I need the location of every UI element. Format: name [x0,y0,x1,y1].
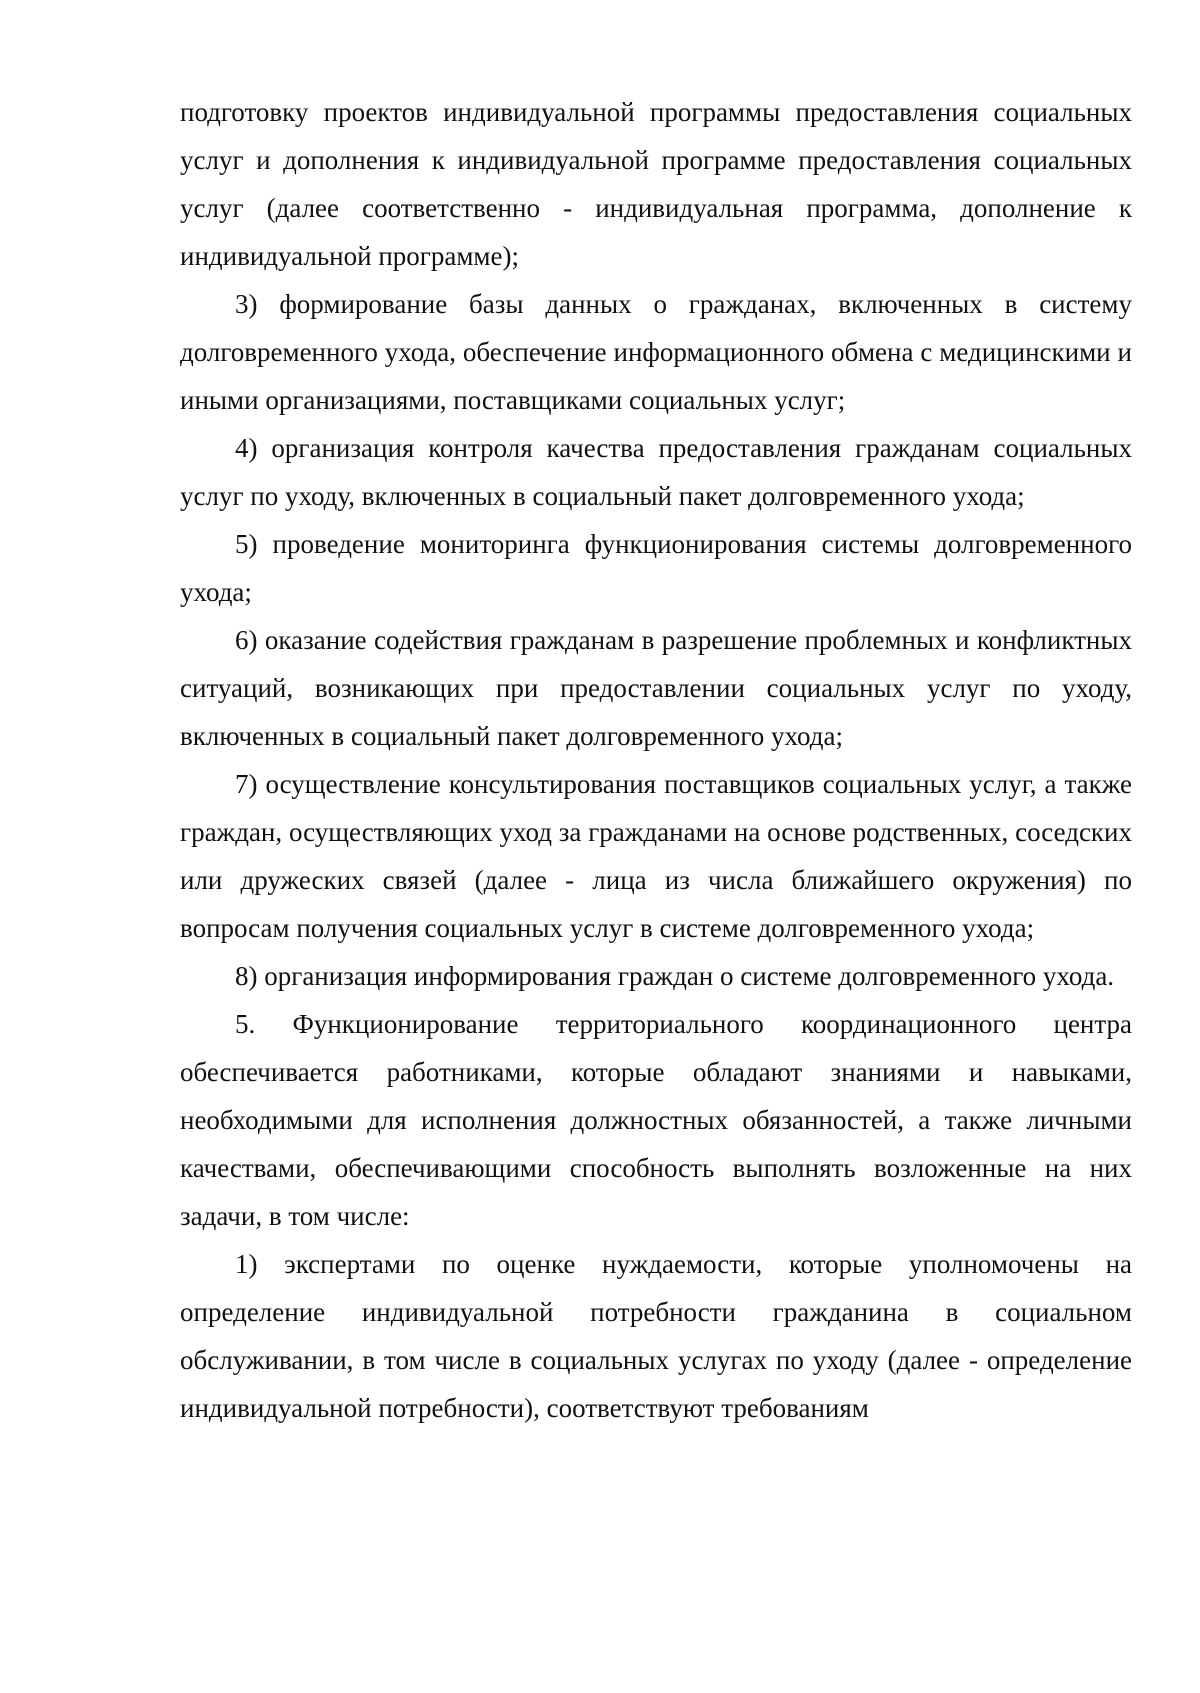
document-body [180,88,1132,1432]
paragraph-section-5: 5. Функционирование территориального координационного центра обеспечивается работниками, которые обладают знаниями и навыками, необходимыми для исполнения должностных обязанностей, а также личными качествами, обеспечивающими способность выполнять возложенные на них задачи, в том числе: [180,1009,1132,1231]
paragraph-item-8: 8) организация информирования граждан о системе долговременного ухода. [235,961,1115,991]
paragraph-subitem-1: 1) экспертами по оценке нуждаемости, которые уполномочены на определение индивидуальной потребности гражданина в социальном обслуживании, в том числе в социальных услугах по уходу (далее - определение индивидуальной потребности), соответствуют требованиям [180,1249,1132,1423]
paragraph-item-4: 4) организация контроля качества предоставления гражданам социальных услуг по уходу, включенных в социальный пакет долговременного ухода; [180,433,1132,511]
paragraph-item-7: 7) осуществление консультирования поставщиков социальных услуг, а также граждан, осуществляющих уход за гражданами на основе родственных, соседских или дружеских связей (далее - лица из числа ближайшего окружения) по вопросам получения социальных услуг в системе долговременного ухода; [180,769,1132,943]
paragraph-item-6: 6) оказание содействия гражданам в разрешение проблемных и конфликтных ситуаций, возникающих при предоставлении социальных услуг по уходу, включенных в социальный пакет долговременного ухода; [180,625,1132,751]
paragraph-item-5: 5) проведение мониторинга функционирования системы долговременного ухода; [180,529,1132,607]
paragraph-continuation: подготовку проектов индивидуальной программы предоставления социальных услуг и дополнения к индивидуальной программе предоставления социальных услуг (далее соответственно - индивидуальная программа, дополнение к индивидуальной программе); [180,97,1132,271]
paragraph-item-3: 3) формирование базы данных о гражданах, включенных в систему долговременного ухода, обеспечение информационного обмена с медицинскими и иными организациями, поставщиками социальных услуг; [180,289,1132,415]
